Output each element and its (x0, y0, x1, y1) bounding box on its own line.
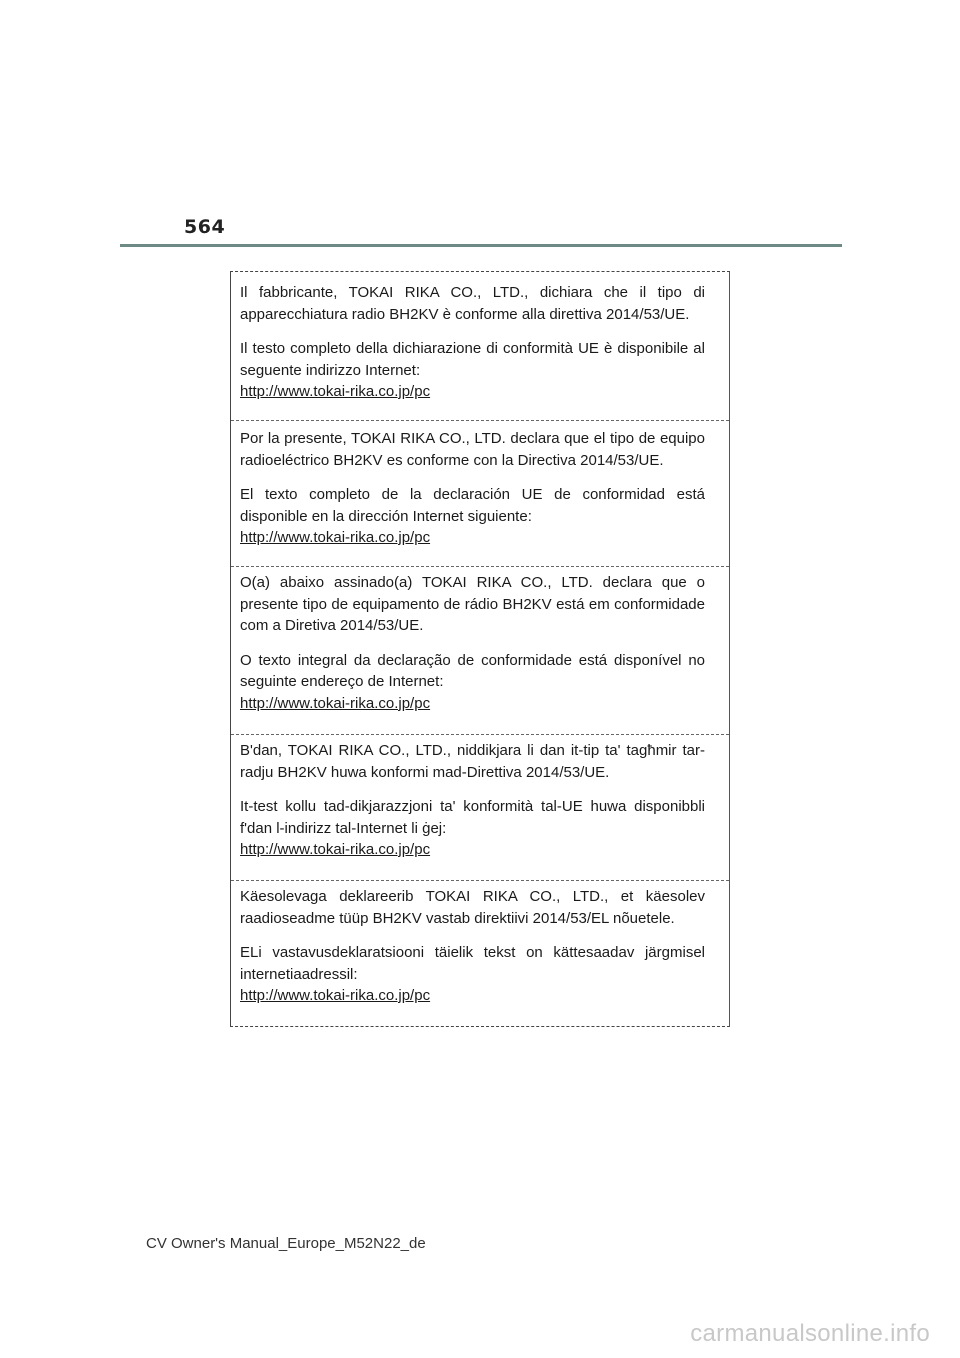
declaration-section-maltese (231, 740, 729, 861)
declaration-statement: Käesolevaga deklareerib TOKAI RIKA CO., LTD., et käesolev raadioseadme tüüp BH2KV vastab direktiivi 2014/53/EL nõuetele. (240, 888, 705, 927)
declaration-section-spanish (231, 428, 729, 549)
declaration-link[interactable]: http://www.tokai-rika.co.jp/pc (240, 529, 431, 546)
section-divider (231, 420, 729, 421)
declaration-availability (240, 796, 705, 861)
declaration-availability (240, 942, 705, 1007)
declaration-link[interactable]: http://www.tokai-rika.co.jp/pc (240, 987, 431, 1004)
declaration-availability (240, 650, 705, 715)
declaration-statement: Por la presente, TOKAI RIKA CO., LTD. declara que el tipo de equipo radioeléctrico BH2KV es conforme con la Directiva 2014/53/UE. (240, 430, 705, 469)
watermark: carmanualsonline.info (690, 1320, 930, 1347)
declaration-box (230, 271, 730, 1027)
availability-text: El texto completo de la declaración UE de conformidad está disponible en la dirección Internet siguiente: (240, 486, 705, 525)
section-divider (231, 734, 729, 735)
declaration-statement: Il fabbricante, TOKAI RIKA CO., LTD., dichiara che il tipo di apparecchiatura radio BH2KV è conforme alla direttiva 2014/53/UE. (240, 284, 705, 323)
declaration-statement: B'dan, TOKAI RIKA CO., LTD., niddikjara li dan it-tip ta' tagħmir tar-radju BH2KV huwa konformi mad-Direttiva 2014/53/UE. (240, 742, 705, 781)
declaration-section-portuguese (231, 572, 729, 714)
header-rule (120, 244, 842, 247)
footer-document-id: CV Owner's Manual_Europe_M52N22_de (146, 1235, 426, 1252)
declaration-availability (240, 338, 705, 403)
availability-text: It-test kollu tad-dikjarazzjoni ta' konformità tal-UE huwa disponibbli f'dan l-indirizz tal-Internet li ġej: (240, 798, 705, 837)
declaration-link[interactable]: http://www.tokai-rika.co.jp/pc (240, 694, 431, 712)
declaration-link[interactable]: http://www.tokai-rika.co.jp/pc (240, 383, 431, 400)
section-divider (231, 880, 729, 881)
declaration-link[interactable]: http://www.tokai-rika.co.jp/pc (240, 841, 431, 858)
section-divider (231, 566, 729, 567)
availability-text: ELi vastavusdeklaratsiooni täielik tekst on kättesaadav järgmisel internetiaadressil: (240, 944, 705, 983)
declaration-availability (240, 484, 705, 549)
declaration-section-italian (231, 282, 729, 403)
page-number: 564 (184, 216, 226, 238)
availability-text: Il testo completo della dichiarazione di conformità UE è disponibile al seguente indirizzo Internet: (240, 340, 705, 379)
availability-text: O texto integral da declaração de conformidade está disponível no seguinte endereço de Internet: (240, 651, 705, 690)
declaration-section-estonian (231, 886, 729, 1007)
declaration-statement: O(a) abaixo assinado(a) TOKAI RIKA CO., LTD. declara que o presente tipo de equipamento de rádio BH2KV está em conformidade com a Diretiva 2014/53/UE. (240, 574, 705, 634)
